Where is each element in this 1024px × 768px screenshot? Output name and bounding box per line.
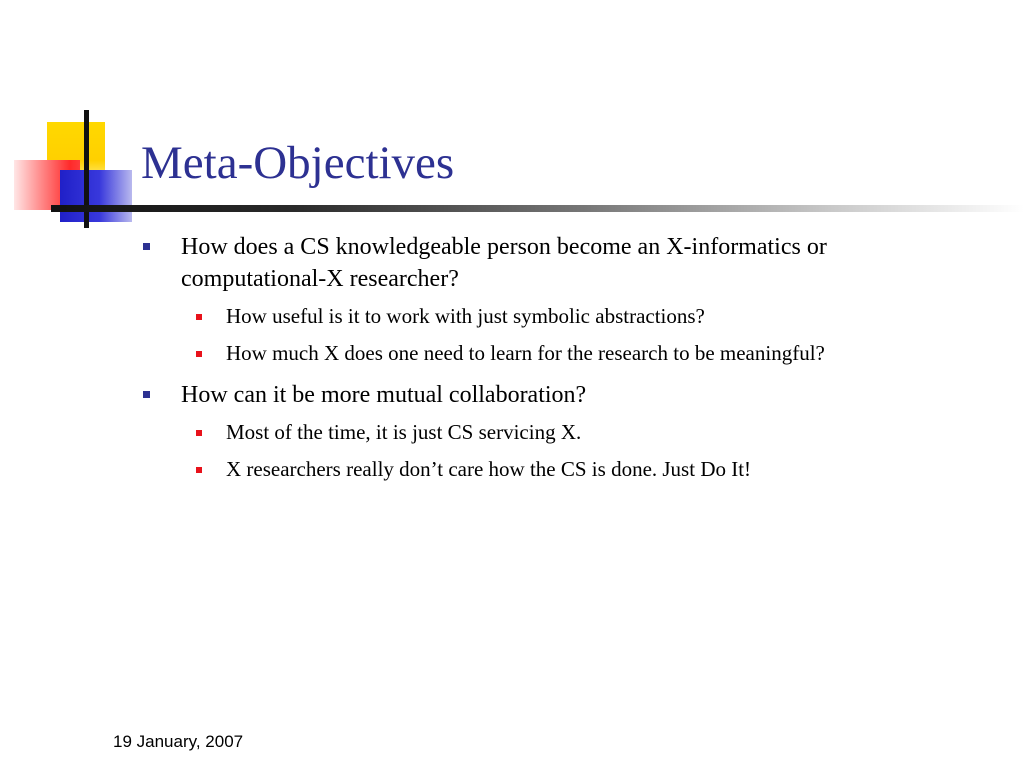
sub-bullet-item	[140, 454, 900, 485]
sub-bullet-text: X researchers really don’t care how the CS is done. Just Do It!	[226, 457, 752, 481]
title-underline-rule	[51, 205, 1024, 212]
slide-content	[140, 231, 900, 491]
slide-title: Meta-Objectives	[141, 137, 455, 189]
square-bullet-icon	[196, 467, 202, 473]
square-bullet-icon	[196, 351, 202, 357]
sub-bullet-item	[140, 301, 900, 332]
bullet-text: How can it be more mutual collaboration?	[181, 382, 587, 408]
sub-bullet-item	[140, 417, 900, 448]
footer-date: 19 January, 2007	[113, 732, 244, 751]
square-bullet-icon	[196, 314, 202, 320]
sub-bullet-item	[140, 338, 900, 369]
sub-bullet-text: How useful is it to work with just symbolic abstractions?	[226, 304, 705, 328]
bullet-item	[140, 231, 900, 295]
square-bullet-icon	[143, 391, 150, 398]
square-bullet-icon	[143, 243, 150, 250]
sub-bullet-text: How much X does one need to learn for the research to be meaningful?	[226, 341, 825, 365]
square-bullet-icon	[196, 430, 202, 436]
sub-bullet-text: Most of the time, it is just CS servicing X.	[226, 420, 582, 444]
blue-square-decoration	[60, 170, 132, 222]
bullet-text: How does a CS knowledgeable person become an X-informatics or computational-X researcher?	[181, 234, 827, 292]
bullet-item	[140, 379, 900, 411]
